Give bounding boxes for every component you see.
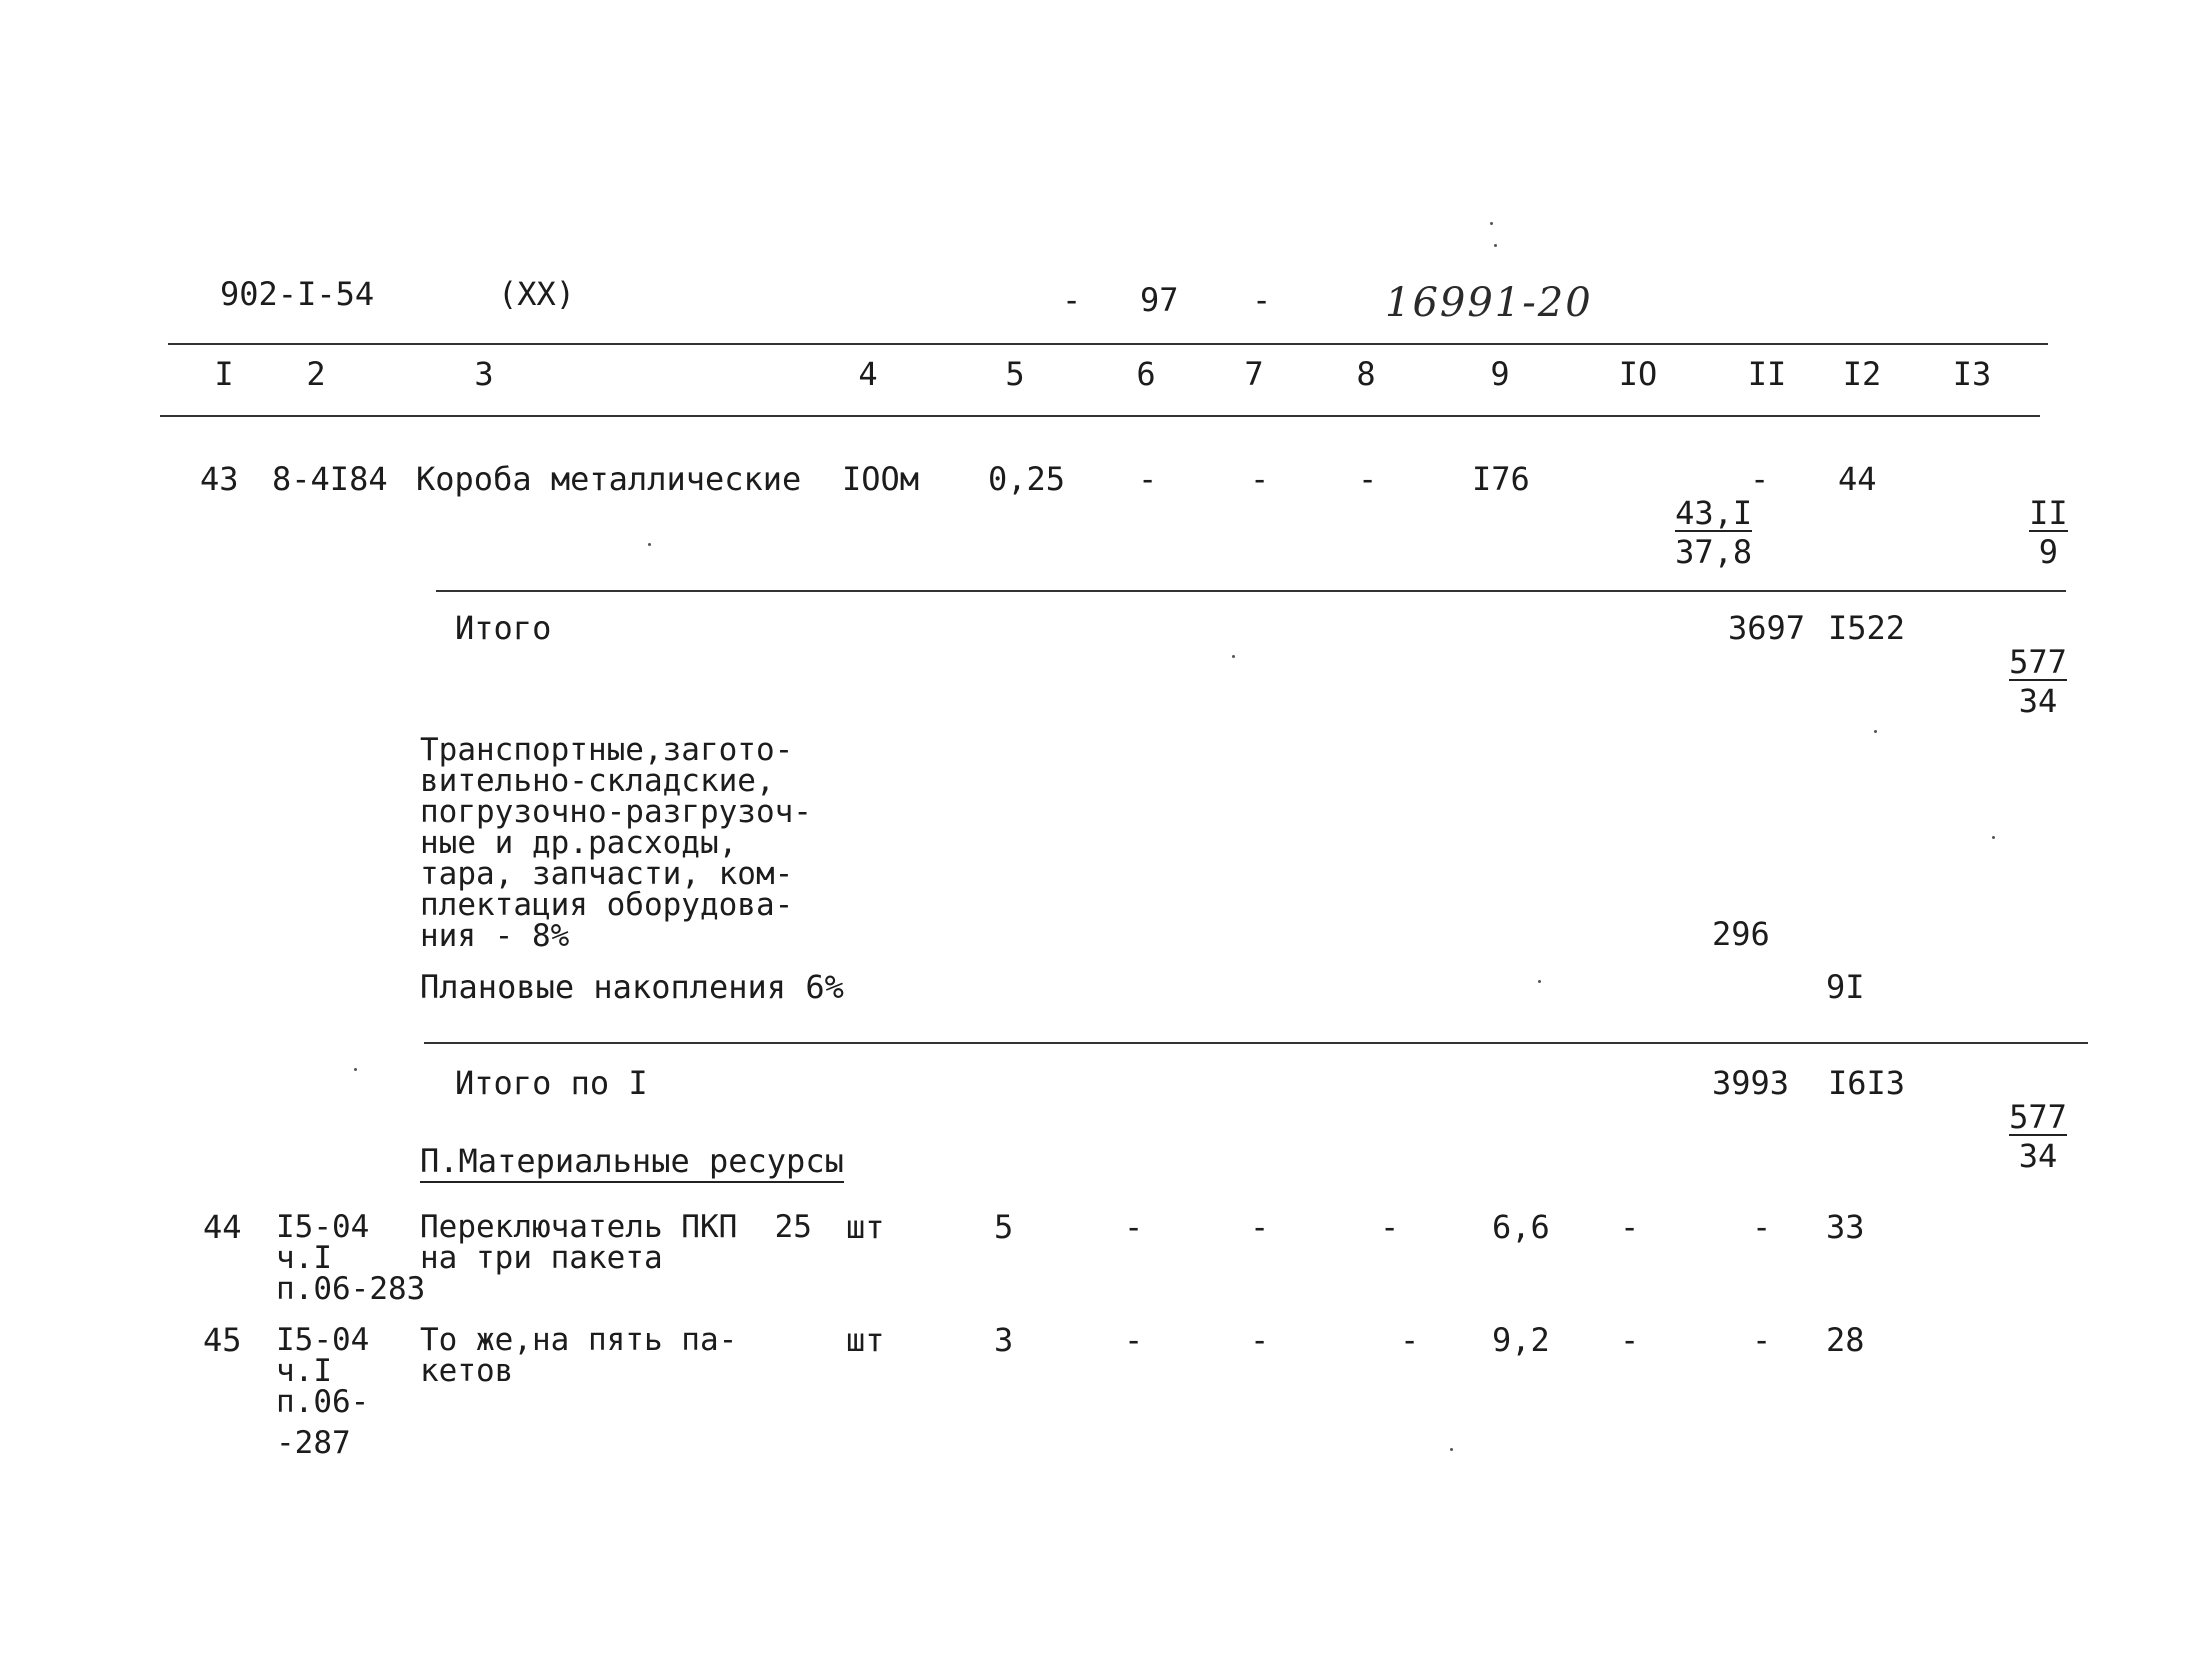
handwritten-inventory-number: 16991-20 bbox=[1385, 280, 1593, 326]
cell-13-bottom: 9 bbox=[2038, 533, 2058, 571]
subtotal-rule bbox=[436, 590, 2066, 592]
rate-code-line: ч.I bbox=[276, 1240, 332, 1276]
section-total-label: Итого по I bbox=[455, 1064, 648, 1102]
unit: IOOм bbox=[842, 460, 920, 498]
scan-speck bbox=[1490, 222, 1493, 225]
cell-6: - bbox=[1124, 1321, 1144, 1359]
section-total-cell-12: I6I3 bbox=[1828, 1064, 1906, 1102]
transport-line: вительно-складские, bbox=[420, 763, 775, 799]
unit: шт bbox=[846, 1208, 885, 1246]
cell-11: - bbox=[1752, 1321, 1772, 1359]
cell-9: 9,2 bbox=[1492, 1321, 1550, 1359]
transport-line: ные и др.расходы, bbox=[420, 825, 738, 861]
section-heading-text: П.Материальные ресурсы bbox=[420, 1142, 844, 1183]
section-total-cell-13-bottom: 34 bbox=[2018, 1137, 2058, 1175]
transport-line: ния - 8% bbox=[420, 918, 570, 954]
page-number: 97 bbox=[1140, 281, 1179, 319]
column-number: IO bbox=[1618, 355, 1658, 393]
cell-8: - bbox=[1358, 460, 1378, 498]
quantity: 0,25 bbox=[988, 460, 1066, 498]
column-number: 5 bbox=[1005, 355, 1025, 393]
volume-number: (XX) bbox=[498, 275, 576, 313]
section-total-cell-13 bbox=[1932, 1066, 2067, 1210]
cell-12: 33 bbox=[1826, 1208, 1865, 1246]
item-name-line: То же,на пять па- bbox=[420, 1322, 738, 1358]
column-number: 3 bbox=[474, 355, 494, 393]
scan-speck bbox=[1232, 655, 1235, 658]
column-number: I2 bbox=[1842, 355, 1882, 393]
column-header-bottom-rule bbox=[160, 415, 2040, 417]
cell-11: - bbox=[1752, 1208, 1772, 1246]
section-heading bbox=[420, 1144, 844, 1178]
cell-7: - bbox=[1250, 1321, 1270, 1359]
cell-12: 44 bbox=[1838, 460, 1877, 498]
item-name-line: кетов bbox=[420, 1353, 514, 1389]
rate-code-line: -287 bbox=[276, 1425, 351, 1461]
rate-code-line: п.06-283 bbox=[276, 1271, 426, 1307]
column-number: 9 bbox=[1490, 355, 1510, 393]
unit: шт bbox=[846, 1321, 885, 1359]
header-dash-right: - bbox=[1252, 281, 1272, 319]
column-number: 8 bbox=[1356, 355, 1376, 393]
scan-speck bbox=[354, 1068, 357, 1071]
cell-10: - bbox=[1620, 1321, 1640, 1359]
cell-11: - bbox=[1750, 460, 1770, 498]
total-cell-13-top: 577 bbox=[2009, 643, 2067, 681]
quantity: 5 bbox=[994, 1208, 1014, 1246]
row-number: 44 bbox=[203, 1208, 242, 1246]
planned-cell-12: 9I bbox=[1826, 968, 1865, 1006]
scan-speck bbox=[648, 543, 651, 546]
rate-code-line: ч.I bbox=[276, 1353, 332, 1389]
row-number: 45 bbox=[203, 1321, 242, 1359]
rate-code-line: I5-04 bbox=[276, 1209, 370, 1245]
cell-13 bbox=[1952, 462, 2068, 606]
row-number: 43 bbox=[200, 460, 239, 498]
table-top-rule bbox=[168, 343, 2048, 345]
rate-code-line: I5-04 bbox=[276, 1322, 370, 1358]
cell-8: - bbox=[1400, 1321, 1420, 1359]
total-cell-12: I522 bbox=[1828, 609, 1906, 647]
total-label: Итого bbox=[455, 609, 552, 647]
cell-9: I76 bbox=[1472, 460, 1530, 498]
cell-10 bbox=[1598, 462, 1752, 606]
scan-speck bbox=[1874, 730, 1877, 733]
cell-6: - bbox=[1124, 1208, 1144, 1246]
column-number: I3 bbox=[1952, 355, 1992, 393]
cell-10-top: 43,I bbox=[1675, 494, 1753, 532]
column-number: 2 bbox=[306, 355, 326, 393]
section-total-cell-11: 3993 bbox=[1712, 1064, 1790, 1102]
cell-8: - bbox=[1380, 1208, 1400, 1246]
cell-9: 6,6 bbox=[1492, 1208, 1550, 1246]
planned-label: Плановые накопления 6% bbox=[420, 968, 844, 1006]
transport-line: Транспортные,загото- bbox=[420, 732, 794, 768]
scan-speck bbox=[1494, 244, 1497, 247]
total-cell-13-bottom: 34 bbox=[2018, 682, 2058, 720]
cell-10: - bbox=[1620, 1208, 1640, 1246]
scan-speck bbox=[1450, 1448, 1453, 1451]
transport-line: погрузочно-разгрузоч- bbox=[420, 794, 812, 830]
column-number: 7 bbox=[1244, 355, 1264, 393]
rate-code: 8-4I84 bbox=[272, 460, 388, 498]
section-total-cell-13-top: 577 bbox=[2009, 1098, 2067, 1136]
item-name-line: на три пакета bbox=[420, 1240, 663, 1276]
total-cell-11: 3697 bbox=[1728, 609, 1806, 647]
item-name: Короба металлические bbox=[416, 460, 802, 498]
scan-speck bbox=[1992, 836, 1995, 839]
cell-10-bottom: 37,8 bbox=[1675, 533, 1753, 571]
section-total-rule bbox=[424, 1042, 2088, 1044]
cell-13-top: II bbox=[2029, 494, 2068, 532]
cell-7: - bbox=[1250, 1208, 1270, 1246]
document-code: 902-I-54 bbox=[220, 275, 375, 313]
total-cell-13 bbox=[1932, 611, 2067, 755]
rate-code-line: п.06- bbox=[276, 1384, 370, 1420]
scan-speck bbox=[1538, 980, 1541, 983]
column-number: 4 bbox=[858, 355, 878, 393]
item-name-line: Переключатель ПКП 25 bbox=[420, 1209, 812, 1245]
cell-6: - bbox=[1138, 460, 1158, 498]
transport-line: тара, запчасти, ком- bbox=[420, 856, 794, 892]
column-number: I bbox=[214, 355, 234, 393]
quantity: 3 bbox=[994, 1321, 1014, 1359]
column-number: 6 bbox=[1136, 355, 1156, 393]
column-number: II bbox=[1747, 355, 1787, 393]
cell-12: 28 bbox=[1826, 1321, 1865, 1359]
transport-cell-11: 296 bbox=[1712, 915, 1770, 953]
header-dash-left: - bbox=[1062, 281, 1082, 319]
cell-7: - bbox=[1250, 460, 1270, 498]
transport-line: плектация оборудова- bbox=[420, 887, 794, 923]
